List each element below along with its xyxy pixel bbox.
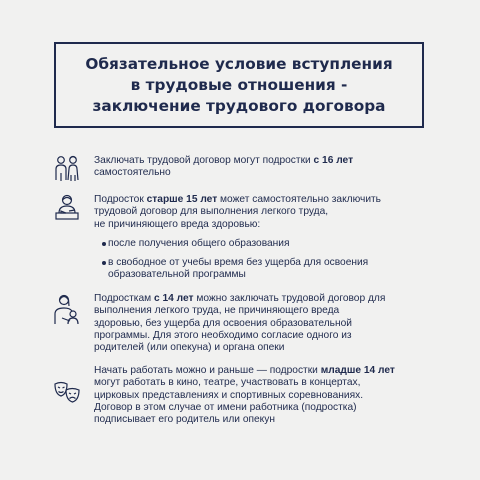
s14-text-1-bold: с 14 лет: [153, 293, 194, 304]
two-people-icon: [53, 154, 81, 184]
u14-text-1-bold: младше 14 лет: [320, 365, 395, 376]
u14-text-5: подписывает его родитель или опекун: [94, 414, 275, 426]
theater-masks-icon: [53, 380, 81, 410]
bullet-dot: [102, 242, 106, 246]
title-box: [54, 42, 424, 128]
u14-text-4: Договор в этом случае от имени работника (подростка): [94, 401, 357, 413]
bullet-dot: [102, 261, 106, 265]
s14-text-2: выполнения легкого труда, не причиняющего вреда: [94, 305, 340, 317]
s15-bullet-1-text: после получения общего образования: [108, 238, 290, 249]
s14-text-1-post: можно заключать трудовой договор для: [193, 293, 386, 304]
page-title-line-2: в трудовые отношения -: [130, 75, 348, 94]
parent-and-child-icon: [53, 292, 81, 326]
s15-text-3: не причиняющего вреда здоровью:: [94, 218, 261, 230]
s15-text-1-pre: Подросток: [94, 194, 147, 205]
s15-text-1-bold: старше 15 лет: [146, 194, 218, 205]
u14-text-3: цирковых представлениях и спортивных соревнованиях.: [94, 389, 364, 401]
page-title-line-1: Обязательное условие вступления: [85, 54, 393, 73]
page-title-line-3: заключение трудового договора: [92, 96, 386, 115]
s16-text-1: Заключать трудовой договор могут подростки: [94, 155, 314, 166]
s15-bullet-2-text-2: образовательной программы: [108, 269, 246, 281]
s14-text-4: программы. Для этого необходимо согласие одного из: [94, 329, 352, 341]
s15-bullet-2-text-1: в свободное от учебы время без ущерба для освоения: [108, 257, 369, 268]
s15-text-1-post: может самостоятельно заключить: [217, 194, 381, 205]
u14-text-2: могут работать в кино, театре, участвовать в концертах,: [94, 377, 361, 389]
student-at-desk-icon: [53, 193, 81, 223]
s16-text-2: самостоятельно: [94, 167, 171, 179]
s16-text-1-bold: с 16 лет: [313, 155, 354, 166]
s14-text-5: родителей (или опекуна) и органа опеки: [94, 342, 285, 354]
s14-text-1-pre: Подросткам: [94, 293, 154, 304]
u14-text-1-pre: Начать работать можно и раньше — подростки: [94, 365, 321, 376]
s14-text-3: здоровью, без ущерба для освоения образовательной: [94, 317, 352, 329]
s15-text-2: трудовой договор для выполнения легкого труда,: [94, 206, 329, 218]
